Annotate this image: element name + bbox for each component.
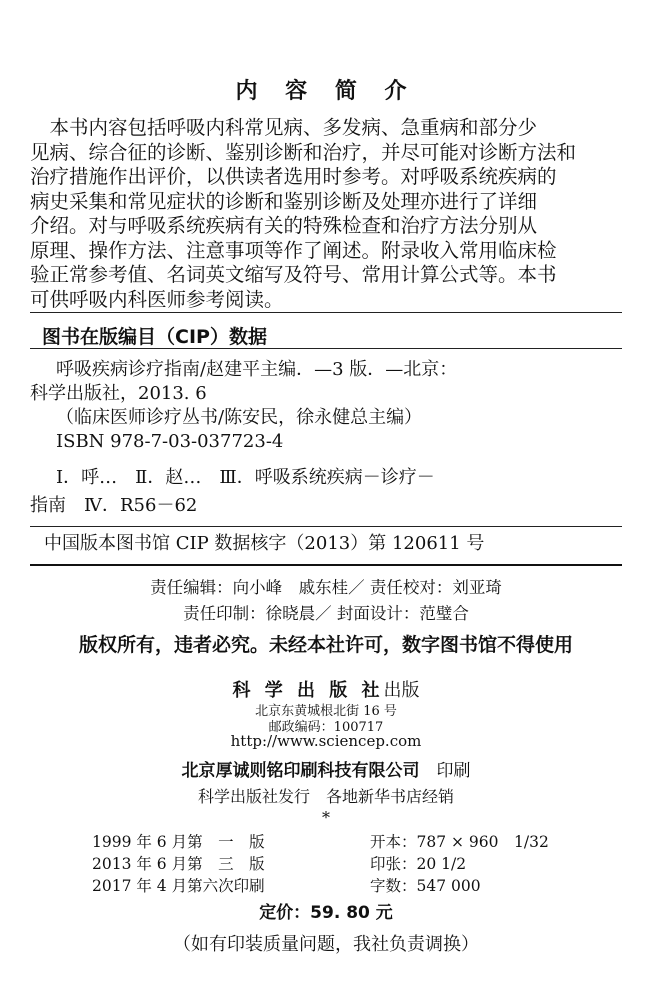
abstract-line: 介绍。对与呼吸系统疾病有关的特殊检查和治疗方法分别从 — [30, 214, 538, 237]
publisher-postcode: 邮政编码：100717 — [268, 720, 384, 735]
edition-right: 开本：787 × 960 1/32 — [370, 833, 549, 851]
divider — [30, 526, 622, 527]
printer — [0, 756, 652, 781]
abstract-line: 原理、操作方法、注意事项等作了阐述。附录收入常用临床检 — [30, 238, 557, 262]
edition-left: 2017 年 4 月第六次印刷 — [92, 877, 265, 895]
publisher-name: 科 学 出 版 社 — [232, 680, 384, 701]
price: 定价：59. 80 元 — [259, 903, 393, 923]
abstract-line: 可供呼吸内科医师参考阅读。 — [30, 287, 284, 311]
edition-right: 字数：547 000 — [370, 877, 481, 895]
cip-line: （临床医师诊疗丛书/陈安民，徐永健总主编） — [56, 407, 423, 428]
publisher-url: http://www.sciencep.com — [230, 732, 422, 750]
printer-name: 北京厚诚则铭印刷科技有限公司 — [181, 761, 420, 781]
publisher-suffix: 出版 — [383, 680, 420, 701]
page-title: 内 容 简 介 — [235, 79, 417, 104]
abstract-line: 本书内容包括呼吸内科常见病、多发病、急重病和部分少 — [30, 116, 538, 139]
credits-line: 责任印制：徐晓晨／ 封面设计：范璧合 — [183, 604, 469, 623]
asterisk: * — [322, 808, 330, 827]
credits-line: 责任编辑：向小峰 戚东桂／ 责任校对：刘亚琦 — [150, 578, 502, 597]
printer-suffix: 印刷 — [436, 761, 471, 781]
publisher-address: 北京东黄城根北街 16 号 — [255, 704, 397, 719]
distribution: 科学出版社发行 各地新华书店经销 — [197, 787, 454, 806]
edition-left: 1999 年 6 月第 一 版 — [92, 833, 265, 851]
copyright-notice: 版权所有，违者必究。未经本社许可，数字图书馆不得使用 — [78, 634, 573, 656]
cip-record: 中国版本图书馆 CIP 数据核字（2013）第 120611 号 — [44, 533, 485, 554]
abstract — [30, 116, 622, 312]
edition-right: 印张：20 1/2 — [370, 855, 467, 873]
abstract-line: 见病、综合征的诊断、鉴别诊断和治疗，并尽可能对诊断方法和 — [30, 140, 577, 164]
cip-classification: 指南 Ⅳ．R56－62 — [30, 495, 198, 516]
cip-classification: Ⅰ．呼… Ⅱ．赵… Ⅲ．呼吸系统疾病－诊疗－ — [56, 467, 435, 488]
edition-left: 2013 年 6 月第 三 版 — [92, 855, 265, 873]
abstract-line: 验正常参考值、名词英文缩写及符号、常用计算公式等。本书 — [30, 263, 557, 286]
cip-line: 呼吸疾病诊疗指南/赵建平主编．—3 版．—北京： — [56, 359, 458, 380]
cip-line: 科学出版社，2013. 6 — [30, 383, 207, 404]
divider — [30, 564, 622, 566]
publisher — [0, 676, 652, 702]
cip-isbn: ISBN 978-7-03-037723-4 — [56, 431, 284, 452]
abstract-line: 治疗措施作出评价，以供读者选用时参考。对呼吸系统疾病的 — [30, 165, 557, 188]
abstract-line: 病史采集和常见症状的诊断和鉴别诊断及处理亦进行了详细 — [30, 189, 538, 213]
divider — [30, 312, 622, 313]
divider — [30, 348, 622, 349]
quality-notice: （如有印装质量问题，我社负责调换） — [173, 934, 479, 955]
cip-heading: 图书在版编目（CIP）数据 — [42, 326, 267, 348]
